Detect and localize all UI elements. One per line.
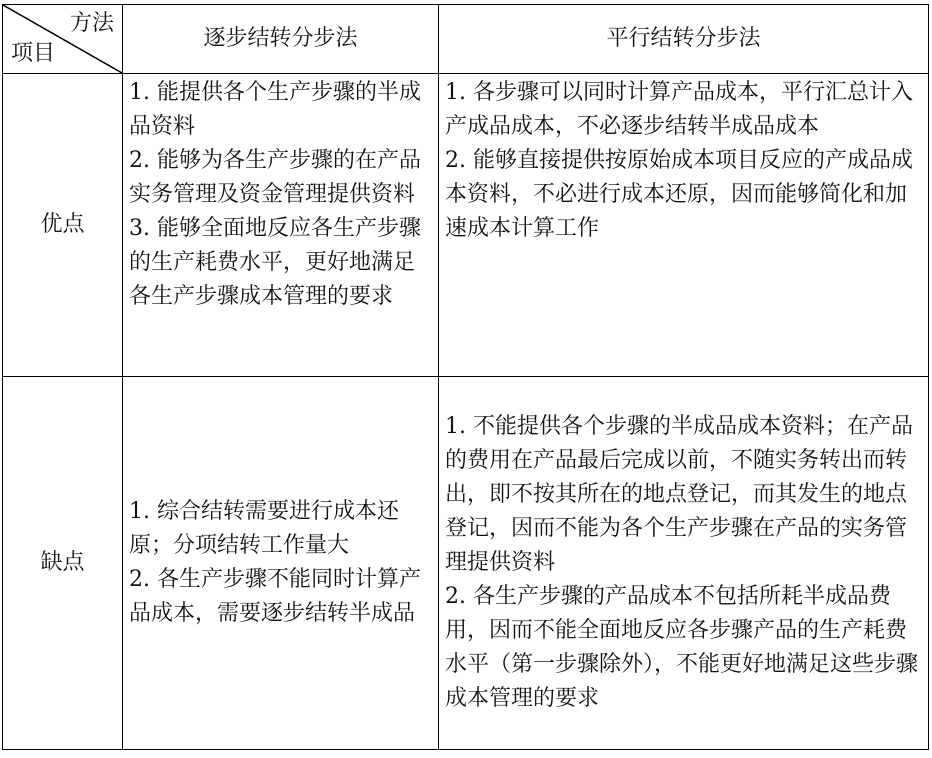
table-row-advantages xyxy=(3,74,929,377)
table-row-disadvantages xyxy=(3,377,929,750)
column-header-stepwise: 逐步结转分步法 xyxy=(123,5,439,74)
advantages-parallel-cell xyxy=(439,74,929,377)
list-item: 1. 不能提供各个步骤的半成品成本资料；在产品的费用在产品最后完成以前，不随实务转出而转出，即不按其所在的地点登记，而其发生的地点登记，因而不能为各个生产步骤在产品的实务管理提供资料 xyxy=(445,414,913,575)
corner-method-label: 方法 xyxy=(69,11,114,36)
list-item: 2. 各生产步骤不能同时计算产品成本，需要逐步结转半成品 xyxy=(129,567,421,626)
corner-item-label: 项目 xyxy=(11,41,56,66)
header-row xyxy=(3,5,929,74)
row-label-disadvantages: 缺点 xyxy=(3,377,123,750)
comparison-table xyxy=(2,4,929,750)
list-item: 3. 能够全面地反应各生产步骤的生产耗费水平，更好地满足各生产步骤成本管理的要求 xyxy=(129,216,421,309)
list-item: 2. 能够直接提供按原始成本项目反应的产成品成本资料，不必进行成本还原，因而能够简化和加速成本计算工作 xyxy=(445,148,913,241)
list-item: 2. 各生产步骤的产品成本不包括所耗半成品费用，因而不能全面地反应各步骤产品的生产耗费水平（第一步骤除外），不能更好地满足这些步骤成本管理的要求 xyxy=(445,584,919,711)
row-label-advantages: 优点 xyxy=(3,74,123,377)
disadvantages-stepwise-cell xyxy=(123,377,439,750)
list-item: 1. 能提供各个生产步骤的半成品资料 xyxy=(129,80,421,139)
list-item: 1. 各步骤可以同时计算产品成本，平行汇总计入产成品成本，不必逐步结转半成品成本 xyxy=(445,80,913,139)
diagonal-header-cell xyxy=(3,5,123,74)
column-header-parallel: 平行结转分步法 xyxy=(439,5,929,74)
disadvantages-parallel-cell xyxy=(439,377,929,750)
list-item: 1. 综合结转需要进行成本还原；分项结转工作量大 xyxy=(129,499,399,558)
advantages-stepwise-cell xyxy=(123,74,439,377)
list-item: 2. 能够为各生产步骤的在产品实务管理及资金管理提供资料 xyxy=(129,148,421,207)
